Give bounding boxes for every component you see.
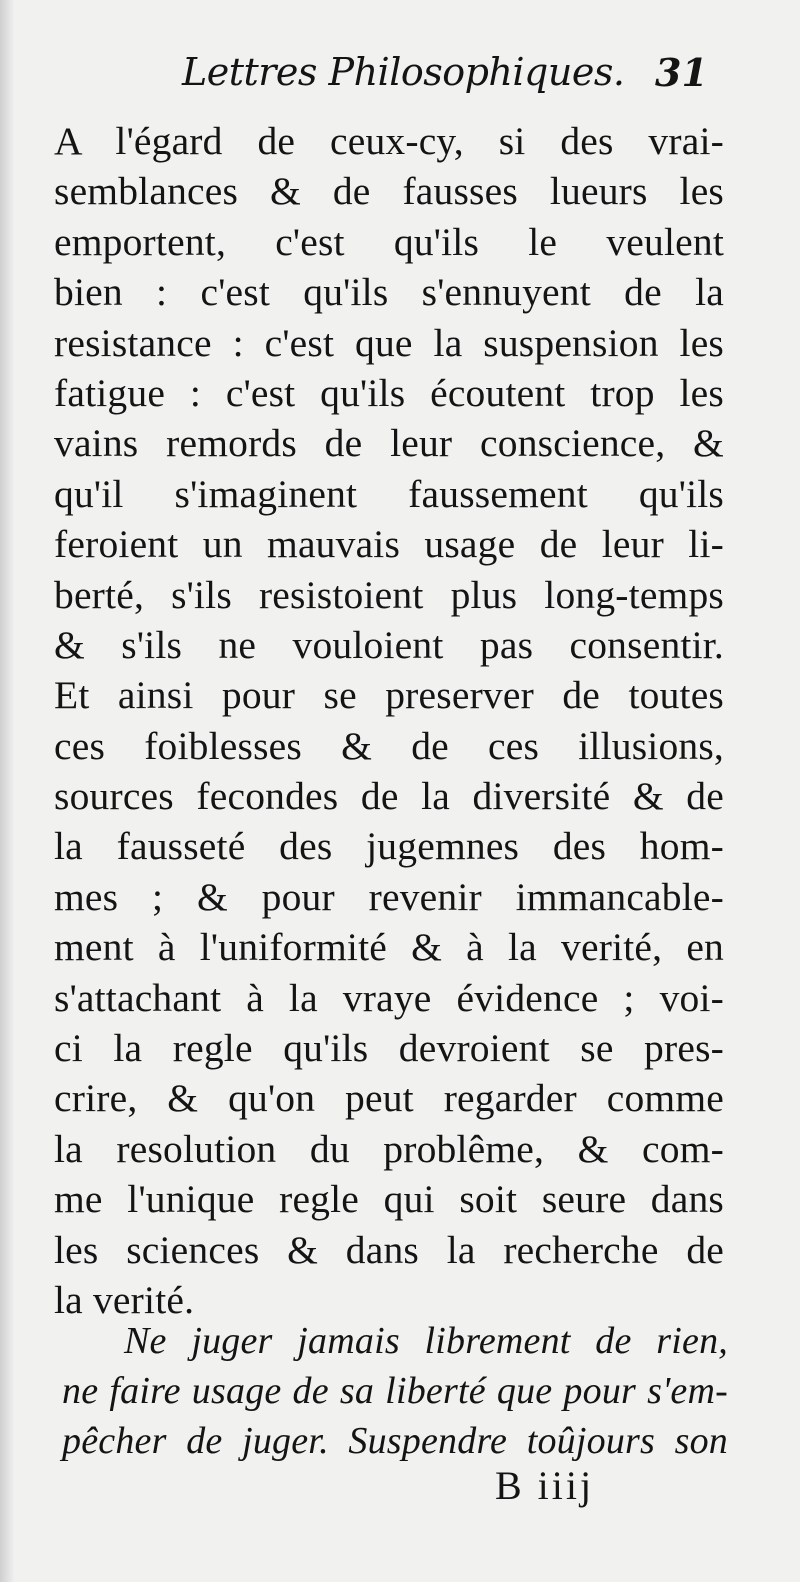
text-line: & s'ils ne vouloient pas consentir. bbox=[54, 622, 724, 667]
text-line: crire, & qu'on peut regarder comme bbox=[54, 1076, 724, 1121]
text-line: semblances & de fausses lueurs les bbox=[54, 169, 724, 214]
text-line: fatigue : c'est qu'ils écoutent trop les bbox=[54, 370, 724, 415]
text-line: resistance : c'est que la suspension les bbox=[54, 320, 724, 365]
text-line: mes ; & pour revenir immancable- bbox=[54, 874, 724, 919]
text-line: feroient un mauvais usage de leur li- bbox=[54, 522, 724, 567]
italic-line: Ne juger jamais librement de rien, bbox=[124, 1320, 728, 1362]
italic-line: ne faire usage de sa liberté que pour s'em- bbox=[62, 1370, 728, 1412]
page-edge-shadow bbox=[0, 0, 14, 1582]
page-number: 31 bbox=[655, 50, 708, 95]
text-line: la verité. bbox=[54, 1277, 195, 1322]
body-paragraphs bbox=[54, 116, 724, 1325]
text-line: ces foiblesses & de ces illusions, bbox=[54, 723, 724, 768]
text-line: berté, s'ils resistoient plus long-temps bbox=[54, 572, 724, 617]
text-line: sources fecondes de la diversité & de bbox=[54, 774, 724, 819]
text-line: A l'égard de ceux-cy, si des vrai- bbox=[54, 119, 724, 163]
text-line: la fausseté des jugemnes des hom- bbox=[54, 824, 724, 869]
text-line: s'attachant à la vraye évidence ; voi- bbox=[54, 975, 724, 1020]
text-line: ci la regle qu'ils devroient se pres- bbox=[54, 1026, 724, 1071]
text-line: me l'unique regle qui soit seure dans bbox=[54, 1177, 724, 1222]
text-line: bien : c'est qu'ils s'ennuyent de la bbox=[54, 270, 724, 315]
text-line: Et ainsi pour se preserver de toutes bbox=[54, 673, 724, 718]
text-line: vains remords de leur conscience, & bbox=[54, 421, 724, 466]
italic-line: pêcher de juger. Suspendre toûjours son bbox=[62, 1420, 728, 1462]
signature-mark: B iiij bbox=[495, 1463, 595, 1508]
text-line: emportent, c'est qu'ils le veulent bbox=[54, 219, 724, 264]
text-line: ment à l'uniformité & à la verité, en bbox=[54, 925, 724, 970]
italic-rule-paragraph bbox=[62, 1316, 728, 1466]
text-line: la resolution du problême, & com- bbox=[54, 1126, 724, 1171]
text-line: qu'il s'imaginent faussement qu'ils bbox=[54, 471, 724, 516]
text-line: les sciences & dans la recherche de bbox=[54, 1227, 724, 1272]
running-head bbox=[0, 50, 800, 110]
running-title: Lettres Philosophiques. bbox=[182, 50, 625, 94]
